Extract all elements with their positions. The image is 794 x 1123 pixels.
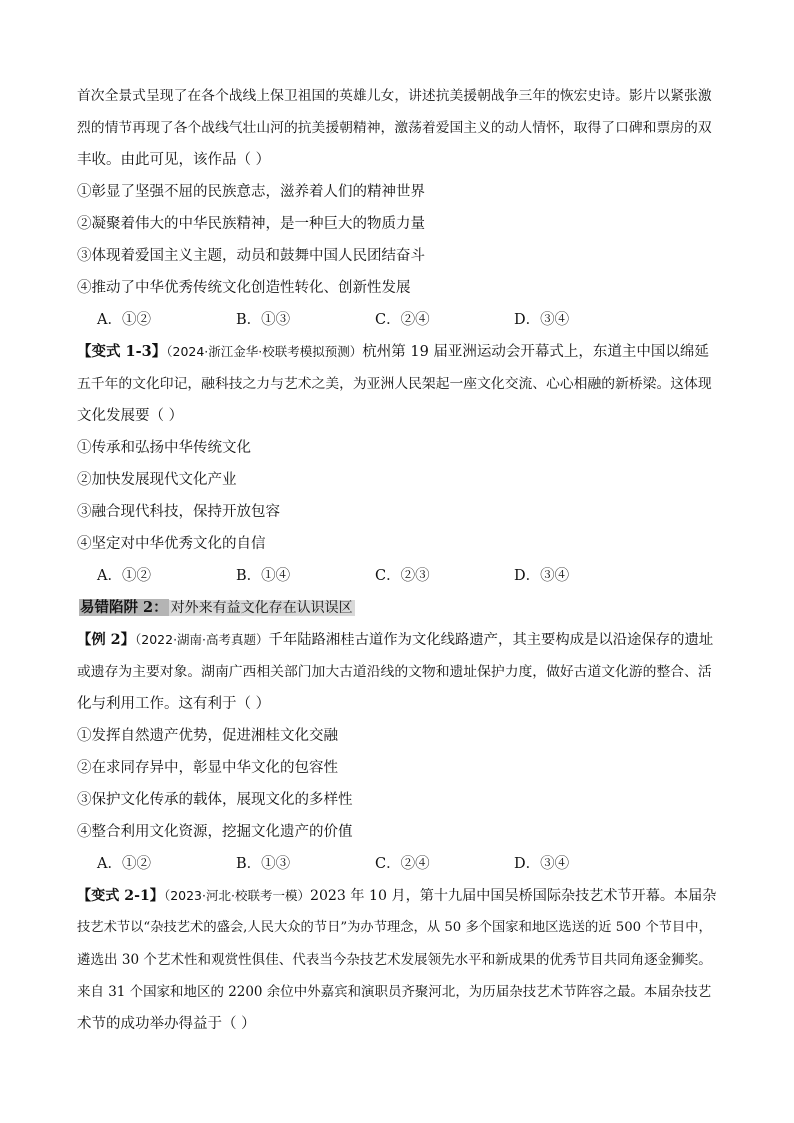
ex2-text-line: 化与利用工作。这有利于（ ） <box>77 696 271 712</box>
ex2-heading: 【例 2】 <box>77 632 136 648</box>
document-content <box>77 80 717 1040</box>
ex2-first-line <box>77 624 717 656</box>
choice-b[interactable]: B．①③ <box>236 312 291 328</box>
ex2-option-1: ①发挥自然遗产优势，促进湘桂文化交融 <box>77 728 338 744</box>
v13-option-3: ③融合现代科技，保持开放包容 <box>77 504 280 520</box>
choice-d[interactable]: D．③④ <box>514 568 570 584</box>
v21-source: （2023·河北·校联考一模） <box>163 888 310 903</box>
choice-a[interactable]: A．①② <box>97 568 151 584</box>
v21-text-line: 技艺术节以“杂技艺术的盛会,人民大众的节日”为办节理念，从 50 多个国家和地区选送的近 500 个节目中， <box>77 920 712 935</box>
trap-2-label: 易错陷阱 2： <box>80 599 168 616</box>
ex2-text-line: 或遗存为主要对象。湖南广西相关部门加大古道沿线的文物和遗址保护力度，做好古道文化游的整合、活 <box>77 664 712 680</box>
choice-b[interactable]: B．①③ <box>236 856 291 872</box>
v13-text: 杭州第 19 届亚洲运动会开幕式上，东道主中国以绵延 <box>362 344 709 360</box>
ex2-option-4: ④整合利用文化资源，挖掘文化遗产的价值 <box>77 824 353 840</box>
v13-choices <box>77 560 717 592</box>
q1-option-1: ①彰显了坚强不屈的民族意志，滋养着人们的精神世界 <box>77 184 425 200</box>
q1-choices <box>77 304 717 336</box>
trap-2-description: 对外来有益文化存在认识误区 <box>170 600 353 616</box>
v21-text: 2023 年 10 月，第十九届中国吴桥国际杂技艺术节开幕。本届杂 <box>309 888 717 904</box>
intro-line: 烈的情节再现了各个战线气壮山河的抗美援朝精神，激荡着爱国主义的动人情怀，取得了口碑和票房的双 <box>77 120 712 136</box>
choice-d[interactable]: D．③④ <box>514 312 570 328</box>
ex2-source: （2022·湖南·高考真题） <box>135 632 269 647</box>
v13-option-1: ①传承和弘扬中华传统文化 <box>77 440 251 456</box>
v13-text-line: 五千年的文化印记，融科技之力与艺术之美，为亚洲人民架起一座文化交流、心心相融的新桥梁。这体现 <box>77 376 712 392</box>
intro-line: 首次全景式呈现了在各个战线上保卫祖国的英雄儿女，讲述抗美援朝战争三年的恢宏史诗。影片以紧张激 <box>77 88 712 104</box>
q1-option-4: ④推动了中华优秀传统文化创造性转化、创新性发展 <box>77 280 411 296</box>
v13-first-line <box>77 336 717 368</box>
q1-option-3: ③体现着爱国主义主题，动员和鼓舞中国人民团结奋斗 <box>77 248 425 264</box>
ex2-option-2: ②在求同存异中，彰显中华文化的包容性 <box>77 760 338 776</box>
v13-option-2: ②加快发展现代文化产业 <box>77 472 237 488</box>
ex2-text: 千年陆路湘桂古道作为文化线路遗产，其主要构成是以沿途保存的遗址 <box>268 632 714 648</box>
choice-c[interactable]: C．②④ <box>375 856 430 872</box>
choice-d[interactable]: D．③④ <box>514 856 570 872</box>
q1-option-2: ②凝聚着伟大的中华民族精神，是一种巨大的物质力量 <box>77 216 425 232</box>
v21-text-line: 来自 31 个国家和地区的 2200 余位中外嘉宾和演职员齐聚河北，为历届杂技艺术节阵容之最。本届杂技艺 <box>77 984 712 1000</box>
choice-b[interactable]: B．①④ <box>236 568 291 584</box>
ex2-option-3: ③保护文化传承的载体，展现文化的多样性 <box>77 792 353 808</box>
v21-first-line <box>77 880 717 912</box>
v13-text-line: 文化发展要（ ） <box>77 408 184 424</box>
trap-2-heading <box>77 592 717 624</box>
choice-c[interactable]: C．②③ <box>375 568 430 584</box>
choice-c[interactable]: C．②④ <box>375 312 430 328</box>
intro-line: 丰收。由此可见，该作品（ ） <box>77 152 271 168</box>
choice-a[interactable]: A．①② <box>97 856 151 872</box>
v13-source: （2024·浙江金华·校联考模拟预测） <box>166 344 363 359</box>
v13-option-4: ④坚定对中华优秀文化的自信 <box>77 536 266 552</box>
v21-text-line: 遴选出 30 个艺术性和观赏性俱佳、代表当今杂技艺术发展领先水平和新成果的优秀节目共同角逐金狮奖。 <box>77 952 712 968</box>
v21-heading: 【变式 2-1】 <box>77 888 164 904</box>
v13-heading: 【变式 1-3】 <box>77 343 167 360</box>
choice-a[interactable]: A．①② <box>97 312 151 328</box>
v21-text-line: 术节的成功举办得益于（ ） <box>77 1016 256 1032</box>
ex2-choices <box>77 848 717 880</box>
